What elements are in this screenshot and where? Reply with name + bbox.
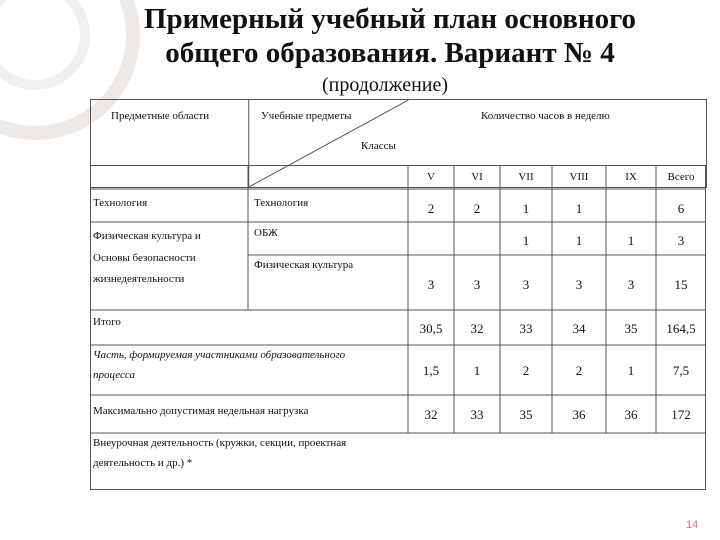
total-vi: 32	[470, 321, 484, 336]
table-row-total	[90, 312, 706, 344]
total-vii: 33	[519, 321, 533, 336]
header-hours: Количество часов в неделю	[481, 110, 610, 122]
header-subjects: Учебные предметы	[261, 110, 352, 122]
grade-header-row	[90, 171, 706, 187]
total-ix: 35	[624, 321, 638, 336]
tech-subject: Технология	[254, 197, 309, 209]
tech-area: Технология	[93, 197, 148, 209]
obzh-subject: ОБЖ	[254, 227, 278, 239]
tech-vi: 2	[473, 201, 481, 216]
extra-label-line-1: Внеурочная деятельность (кружки, секции, проектная	[93, 437, 347, 449]
grade-v: V	[427, 171, 435, 183]
part-total: 7,5	[672, 363, 690, 378]
pe-v: 3	[427, 277, 435, 292]
pe-subject: Физическая культура	[254, 259, 354, 271]
header-classes: Классы	[361, 140, 396, 152]
table-row-extracurricular	[90, 435, 706, 489]
page-title	[80, 2, 700, 70]
table-row-technology	[90, 199, 706, 219]
pe-vii: 3	[522, 277, 530, 292]
pe-area-line-3: жизнедеятельности	[93, 273, 185, 285]
title-line-2: общего образования. Вариант № 4	[165, 37, 615, 69]
max-label: Максимально допустимая недельная нагрузка	[93, 405, 309, 417]
table-row-physical-education	[90, 257, 706, 309]
part-vi: 1	[473, 363, 481, 378]
pe-ix: 3	[627, 277, 635, 292]
extra-label-line-2: деятельность и др.) *	[93, 457, 193, 469]
table-body-overlay	[90, 165, 706, 490]
max-ix: 36	[624, 407, 638, 422]
grade-vi: VI	[471, 171, 483, 183]
header-areas: Предметные области	[111, 110, 210, 122]
pe-area-line-2: Основы безопасности	[93, 252, 196, 264]
obzh-vii: 1	[522, 233, 530, 248]
part-vii: 2	[522, 363, 530, 378]
title-line-1: Примерный учебный план основного	[143, 3, 637, 35]
part-v: 1,5	[422, 363, 440, 378]
obzh-ix: 1	[627, 233, 635, 248]
table-row-max-load	[90, 397, 706, 431]
part-label-line-2: процесса	[93, 369, 135, 381]
grade-vii: VII	[518, 171, 534, 183]
total-v: 30,5	[419, 321, 443, 336]
max-v: 32	[424, 407, 438, 422]
grade-ix: IX	[625, 171, 637, 183]
part-viii: 2	[575, 363, 583, 378]
max-total: 172	[671, 407, 691, 422]
tech-v: 2	[427, 201, 435, 216]
obzh-viii: 1	[575, 233, 583, 248]
table-row-obzh	[90, 227, 706, 251]
obzh-total: 3	[677, 233, 685, 248]
pe-viii: 3	[575, 277, 583, 292]
total-total: 164,5	[666, 321, 696, 336]
part-label-line-1: Часть, формируемая участниками образовательного	[93, 349, 346, 361]
tech-vii: 1	[522, 201, 530, 216]
tech-total: 6	[677, 201, 685, 216]
page-subtitle: (продолжение)	[321, 74, 449, 96]
tech-viii: 1	[575, 201, 583, 216]
pe-vi: 3	[473, 277, 481, 292]
part-ix: 1	[627, 363, 635, 378]
total-label: Итого	[93, 316, 121, 328]
page-number: 14	[686, 519, 699, 531]
grade-total: Всего	[667, 171, 695, 183]
pe-total: 15	[674, 277, 688, 292]
max-vi: 33	[470, 407, 484, 422]
max-vii: 35	[519, 407, 533, 422]
pe-area-line-1: Физическая культура и	[93, 230, 201, 242]
grade-viii: VIII	[569, 171, 589, 183]
total-viii: 34	[572, 321, 586, 336]
max-viii: 36	[572, 407, 586, 422]
table-row-participants-part	[90, 347, 706, 393]
